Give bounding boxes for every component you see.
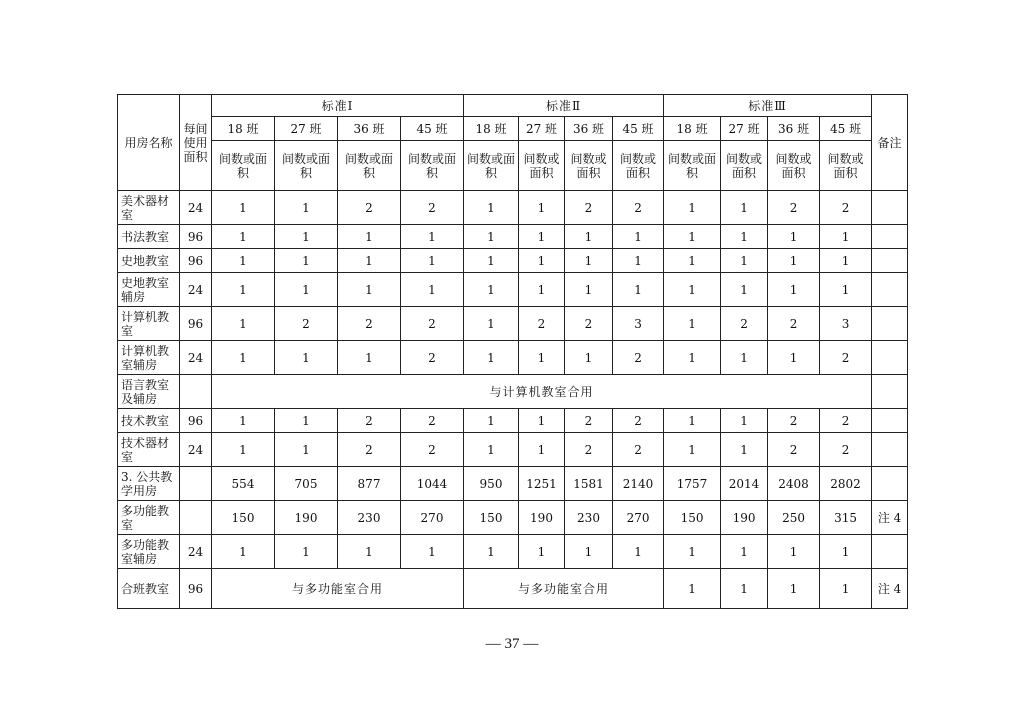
value-cell: 190 (721, 501, 768, 535)
room-name-cell: 多功能教室辅房 (118, 535, 180, 569)
value-cell: 1 (768, 273, 820, 307)
header-class-count: 27 班 (519, 117, 565, 141)
area-cell: 24 (180, 535, 212, 569)
area-cell (180, 467, 212, 501)
header-class-count: 36 班 (768, 117, 820, 141)
header-class-count: 27 班 (275, 117, 338, 141)
value-cell: 1 (565, 535, 613, 569)
value-cell: 1 (401, 249, 464, 273)
value-cell: 1 (721, 341, 768, 375)
value-cell: 2 (565, 433, 613, 467)
header-count-or-area: 间数或面积 (338, 141, 401, 191)
value-cell: 2 (338, 409, 401, 433)
room-name-cell: 技术器材室 (118, 433, 180, 467)
value-cell: 1 (664, 307, 721, 341)
table-row (118, 307, 908, 341)
value-cell: 1 (275, 341, 338, 375)
value-cell: 705 (275, 467, 338, 501)
remarks-cell (872, 409, 908, 433)
value-cell: 1 (212, 433, 275, 467)
area-cell: 24 (180, 191, 212, 225)
remarks-cell (872, 191, 908, 225)
value-cell: 1 (275, 409, 338, 433)
value-cell: 1 (519, 273, 565, 307)
value-cell: 1 (721, 569, 768, 609)
value-cell: 2 (401, 307, 464, 341)
value-cell: 1 (820, 535, 872, 569)
area-cell: 96 (180, 225, 212, 249)
value-cell: 250 (768, 501, 820, 535)
merged-note-cell: 与计算机教室合用 (212, 375, 872, 409)
value-cell: 150 (464, 501, 519, 535)
value-cell: 2 (401, 341, 464, 375)
area-cell: 96 (180, 249, 212, 273)
merged-note-cell: 与多功能室合用 (464, 569, 664, 609)
value-cell: 1 (519, 191, 565, 225)
room-name-cell: 合班教室 (118, 569, 180, 609)
value-cell: 1044 (401, 467, 464, 501)
value-cell: 1 (338, 341, 401, 375)
remarks-cell (872, 467, 908, 501)
value-cell: 1 (464, 433, 519, 467)
header-count-or-area: 间数或面积 (613, 141, 664, 191)
value-cell: 1 (519, 535, 565, 569)
room-name-cell: 史地教室辅房 (118, 273, 180, 307)
value-cell: 1 (664, 225, 721, 249)
header-standard-3: 标准Ⅲ (664, 95, 872, 117)
value-cell: 1 (820, 249, 872, 273)
value-cell: 1251 (519, 467, 565, 501)
header-class-count: 27 班 (721, 117, 768, 141)
value-cell: 1 (338, 225, 401, 249)
header-count-or-area: 间数或面积 (275, 141, 338, 191)
table-row (118, 433, 908, 467)
value-cell: 1 (464, 191, 519, 225)
value-cell: 1 (275, 433, 338, 467)
value-cell: 190 (519, 501, 565, 535)
header-class-count: 45 班 (613, 117, 664, 141)
value-cell: 1 (721, 249, 768, 273)
value-cell: 1 (613, 535, 664, 569)
value-cell: 1 (519, 433, 565, 467)
header-class-count: 36 班 (565, 117, 613, 141)
table-row (118, 375, 908, 409)
value-cell: 1 (664, 409, 721, 433)
value-cell: 1 (664, 341, 721, 375)
value-cell: 2 (820, 191, 872, 225)
value-cell: 1 (519, 249, 565, 273)
room-name-cell: 史地教室 (118, 249, 180, 273)
value-cell: 2 (613, 433, 664, 467)
value-cell: 1 (820, 569, 872, 609)
header-area-per-room: 每间使用面积 (180, 95, 212, 191)
value-cell: 1 (613, 273, 664, 307)
value-cell: 554 (212, 467, 275, 501)
value-cell: 1 (768, 569, 820, 609)
area-cell (180, 375, 212, 409)
table-row (118, 409, 908, 433)
value-cell: 2 (565, 307, 613, 341)
remarks-cell (872, 307, 908, 341)
header-class-count: 45 班 (401, 117, 464, 141)
remarks-cell (872, 375, 908, 409)
value-cell: 2 (768, 433, 820, 467)
value-cell: 2 (768, 191, 820, 225)
header-class-count: 18 班 (464, 117, 519, 141)
value-cell: 1 (464, 225, 519, 249)
header-count-or-area: 间数或面积 (721, 141, 768, 191)
room-name-cell: 3. 公共教学用房 (118, 467, 180, 501)
header-class-count: 18 班 (212, 117, 275, 141)
remarks-cell (872, 225, 908, 249)
value-cell: 1 (565, 249, 613, 273)
header-count-or-area: 间数或面积 (464, 141, 519, 191)
value-cell: 1 (464, 273, 519, 307)
remarks-cell (872, 341, 908, 375)
value-cell: 1 (664, 535, 721, 569)
value-cell: 1 (664, 433, 721, 467)
header-class-count: 36 班 (338, 117, 401, 141)
value-cell: 1 (275, 249, 338, 273)
value-cell: 1 (613, 225, 664, 249)
value-cell: 270 (401, 501, 464, 535)
room-standards-table (117, 94, 908, 609)
value-cell: 2 (275, 307, 338, 341)
value-cell: 270 (613, 501, 664, 535)
remarks-cell (872, 249, 908, 273)
area-cell: 24 (180, 433, 212, 467)
header-count-or-area: 间数或面积 (768, 141, 820, 191)
value-cell: 1 (212, 341, 275, 375)
remarks-cell: 注 4 (872, 569, 908, 609)
header-room-name: 用房名称 (118, 95, 180, 191)
value-cell: 2 (401, 191, 464, 225)
value-cell: 2 (768, 409, 820, 433)
header-count-or-area: 间数或面积 (664, 141, 721, 191)
value-cell: 1581 (565, 467, 613, 501)
value-cell: 2 (820, 409, 872, 433)
value-cell: 1 (820, 225, 872, 249)
remarks-cell (872, 273, 908, 307)
area-cell: 24 (180, 341, 212, 375)
value-cell: 2 (820, 341, 872, 375)
value-cell: 950 (464, 467, 519, 501)
value-cell: 1 (464, 409, 519, 433)
header-count-or-area: 间数或面积 (565, 141, 613, 191)
table-row (118, 501, 908, 535)
table-row (118, 569, 908, 609)
remarks-cell (872, 433, 908, 467)
value-cell: 1 (212, 535, 275, 569)
value-cell: 1 (565, 273, 613, 307)
header-standard-2: 标准Ⅱ (464, 95, 664, 117)
value-cell: 2 (401, 433, 464, 467)
remarks-cell (872, 535, 908, 569)
table-row (118, 191, 908, 225)
header-row-classes (118, 117, 908, 141)
header-row-sub (118, 141, 908, 191)
value-cell: 1 (401, 225, 464, 249)
value-cell: 2 (768, 307, 820, 341)
header-count-or-area: 间数或面积 (401, 141, 464, 191)
value-cell: 150 (212, 501, 275, 535)
value-cell: 2 (519, 307, 565, 341)
value-cell: 2 (613, 191, 664, 225)
value-cell: 1 (212, 249, 275, 273)
value-cell: 1 (464, 341, 519, 375)
value-cell: 1 (275, 535, 338, 569)
table-row (118, 535, 908, 569)
value-cell: 2 (565, 409, 613, 433)
value-cell: 1 (338, 535, 401, 569)
area-cell (180, 501, 212, 535)
room-name-cell: 语言教室及辅房 (118, 375, 180, 409)
value-cell: 1 (664, 191, 721, 225)
value-cell: 1 (768, 341, 820, 375)
value-cell: 1 (338, 249, 401, 273)
room-name-cell: 计算机教室 (118, 307, 180, 341)
room-name-cell: 美术器材室 (118, 191, 180, 225)
value-cell: 1 (401, 273, 464, 307)
table-row (118, 249, 908, 273)
table-row (118, 225, 908, 249)
table-row (118, 273, 908, 307)
value-cell: 1 (565, 225, 613, 249)
value-cell: 2 (820, 433, 872, 467)
value-cell: 2802 (820, 467, 872, 501)
value-cell: 190 (275, 501, 338, 535)
value-cell: 1 (664, 273, 721, 307)
value-cell: 1 (768, 249, 820, 273)
value-cell: 1 (464, 307, 519, 341)
area-cell: 96 (180, 307, 212, 341)
value-cell: 2 (613, 409, 664, 433)
room-name-cell: 技术教室 (118, 409, 180, 433)
value-cell: 1 (664, 249, 721, 273)
value-cell: 1 (721, 225, 768, 249)
value-cell: 2014 (721, 467, 768, 501)
value-cell: 1 (565, 341, 613, 375)
room-name-cell: 书法教室 (118, 225, 180, 249)
area-cell: 24 (180, 273, 212, 307)
merged-note-cell: 与多功能室合用 (212, 569, 464, 609)
header-class-count: 45 班 (820, 117, 872, 141)
value-cell: 1 (664, 569, 721, 609)
value-cell: 230 (565, 501, 613, 535)
value-cell: 1 (212, 225, 275, 249)
value-cell: 1 (212, 191, 275, 225)
value-cell: 2 (338, 191, 401, 225)
value-cell: 2 (613, 341, 664, 375)
value-cell: 2 (338, 433, 401, 467)
value-cell: 1757 (664, 467, 721, 501)
value-cell: 2 (401, 409, 464, 433)
value-cell: 1 (721, 409, 768, 433)
table-row (118, 341, 908, 375)
remarks-cell: 注 4 (872, 501, 908, 535)
header-count-or-area: 间数或面积 (820, 141, 872, 191)
area-cell: 96 (180, 569, 212, 609)
room-name-cell: 多功能教室 (118, 501, 180, 535)
header-class-count: 18 班 (664, 117, 721, 141)
value-cell: 2 (721, 307, 768, 341)
value-cell: 1 (464, 535, 519, 569)
value-cell: 1 (275, 273, 338, 307)
value-cell: 315 (820, 501, 872, 535)
value-cell: 230 (338, 501, 401, 535)
value-cell: 1 (275, 191, 338, 225)
value-cell: 1 (464, 249, 519, 273)
value-cell: 1 (401, 535, 464, 569)
value-cell: 1 (212, 409, 275, 433)
value-cell: 3 (820, 307, 872, 341)
value-cell: 1 (613, 249, 664, 273)
value-cell: 1 (519, 225, 565, 249)
header-remarks: 备注 (872, 95, 908, 191)
value-cell: 2 (565, 191, 613, 225)
page-number: — 37 — (485, 636, 539, 652)
value-cell: 1 (721, 273, 768, 307)
value-cell: 1 (338, 273, 401, 307)
value-cell: 2 (338, 307, 401, 341)
value-cell: 1 (212, 273, 275, 307)
value-cell: 1 (212, 307, 275, 341)
value-cell: 1 (820, 273, 872, 307)
value-cell: 877 (338, 467, 401, 501)
value-cell: 1 (721, 535, 768, 569)
value-cell: 2408 (768, 467, 820, 501)
value-cell: 1 (721, 433, 768, 467)
value-cell: 1 (768, 225, 820, 249)
value-cell: 1 (519, 409, 565, 433)
header-count-or-area: 间数或面积 (519, 141, 565, 191)
value-cell: 150 (664, 501, 721, 535)
header-row-standards (118, 95, 908, 117)
value-cell: 2140 (613, 467, 664, 501)
value-cell: 1 (768, 535, 820, 569)
header-count-or-area: 间数或面积 (212, 141, 275, 191)
value-cell: 1 (275, 225, 338, 249)
value-cell: 1 (721, 191, 768, 225)
room-name-cell: 计算机教室辅房 (118, 341, 180, 375)
value-cell: 3 (613, 307, 664, 341)
header-standard-1: 标准Ⅰ (212, 95, 464, 117)
value-cell: 1 (519, 341, 565, 375)
table-row (118, 467, 908, 501)
area-cell: 96 (180, 409, 212, 433)
